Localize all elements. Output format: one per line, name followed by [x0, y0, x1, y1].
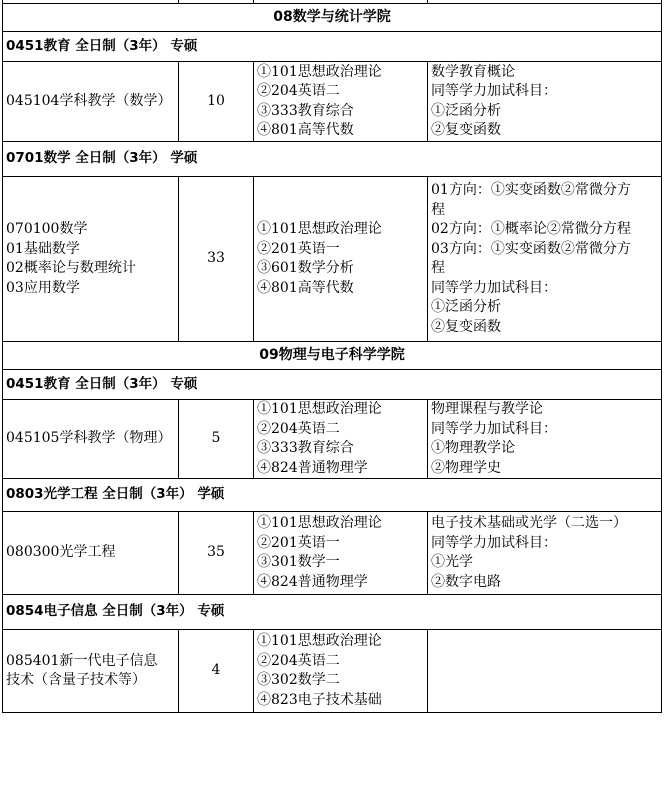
retest-subjects-cell-line: 物理课程与教学论 [431, 401, 543, 417]
retest-subjects-cell-line: 03方向：①实变函数②常微分方 [431, 240, 631, 257]
exam-subjects-cell-line: ②204英语二 [257, 420, 340, 437]
exam-subjects-cell [254, 177, 428, 342]
retest-subjects-cell-line: 电子技术基础或光学（二选一） [431, 515, 627, 531]
exam-subjects-cell-line: ④824普通物理学 [257, 459, 368, 476]
exam-subjects-cell-line: ③601数学分析 [257, 260, 354, 276]
exam-subjects-cell-line: ②201英语一 [257, 240, 340, 257]
exam-subjects-cell-line: ②204英语二 [257, 652, 340, 669]
major-header-row [3, 479, 662, 512]
major-header-row [3, 32, 662, 62]
exam-subjects-cell-line: ①101思想政治理论 [257, 401, 382, 417]
direction-cell-line: 045105学科教学（物理） [6, 430, 172, 447]
retest-subjects-cell-line: 02方向：①概率论②常微分方程 [431, 221, 631, 237]
exam-subjects-cell-line: ②201英语一 [257, 534, 340, 551]
retest-subjects-cell [428, 62, 662, 142]
direction-cell-line: 01基础数学 [6, 240, 80, 257]
enrollment-plan-cell: 10 [179, 62, 254, 142]
direction-cell-line: 080300光学工程 [6, 544, 116, 561]
retest-subjects-cell-line: ①泛函分析 [431, 102, 501, 119]
exam-subjects-cell-line: ③302数学二 [257, 672, 340, 688]
direction-cell-line: 02概率论与数理统计 [6, 260, 136, 276]
retest-subjects-cell-line: ②复变函数 [431, 318, 501, 335]
retest-subjects-cell [428, 177, 662, 342]
retest-subjects-cell-line: ①泛函分析 [431, 299, 501, 315]
exam-subjects-cell-line: ④801高等代数 [257, 279, 354, 296]
retest-subjects-cell-line: 01方向：①实变函数②常微分方 [431, 182, 631, 198]
major-header-row [3, 370, 662, 400]
direction-cell-line: 045104学科教学（数学） [6, 92, 172, 109]
exam-subjects-cell-line: ②204英语二 [257, 83, 340, 99]
enrollment-plan-cell: 33 [179, 177, 254, 342]
exam-subjects-cell-line: ①101思想政治理论 [257, 633, 382, 649]
direction-cell-line: 070100数学 [6, 221, 88, 237]
major-header: 0854电子信息 全日制（3年） 专硕 [3, 595, 662, 630]
retest-subjects-cell-line: ②数字电路 [431, 573, 501, 590]
major-header: 0451教育 全日制（3年） 专硕 [3, 370, 662, 400]
major-header: 0803光学工程 全日制（3年） 学硕 [3, 479, 662, 512]
exam-subjects-cell [254, 630, 428, 713]
major-header: 0701数学 全日制（3年） 学硕 [3, 142, 662, 177]
exam-subjects-cell-line: ③333教育综合 [257, 102, 354, 119]
admissions-table-body [3, 0, 662, 713]
college-title: 09物理与电子科学学院 [3, 342, 662, 370]
major-header-row [3, 142, 662, 177]
admissions-table [2, 0, 662, 713]
exam-subjects-cell-line: ④801高等代数 [257, 122, 354, 138]
direction-cell [3, 512, 179, 595]
exam-subjects-cell-line: ①101思想政治理论 [257, 63, 382, 80]
direction-cell-line: 03应用数学 [6, 279, 80, 296]
table-row [3, 512, 662, 595]
exam-subjects-cell [254, 512, 428, 595]
direction-cell [3, 400, 179, 479]
exam-subjects-cell-line: ③333教育综合 [257, 440, 354, 456]
direction-cell [3, 630, 179, 713]
retest-subjects-cell-line: 同等学力加试科目： [431, 534, 557, 551]
exam-subjects-cell-line: ④824普通物理学 [257, 573, 368, 590]
retest-subjects-cell [428, 512, 662, 595]
exam-subjects-cell-line: ④823电子技术基础 [257, 691, 382, 708]
college-row [3, 342, 662, 370]
retest-subjects-cell-line: ②物理学史 [431, 459, 501, 476]
retest-subjects-cell-line: ①光学 [431, 554, 473, 570]
retest-subjects-cell-line: 数学教育概论 [431, 63, 515, 80]
retest-subjects-cell-line: 同等学力加试科目： [431, 83, 557, 99]
enrollment-plan-cell: 35 [179, 512, 254, 595]
table-row [3, 62, 662, 142]
major-header-row [3, 595, 662, 630]
college-row [3, 4, 662, 32]
table-row [3, 630, 662, 713]
enrollment-plan-cell: 4 [179, 630, 254, 713]
direction-cell-line: 技术（含量子技术等） [6, 672, 146, 688]
direction-cell [3, 177, 179, 342]
retest-subjects-cell-line: 程 [431, 260, 445, 276]
retest-subjects-cell-line: 程 [431, 201, 445, 218]
retest-subjects-cell-line: 同等学力加试科目： [431, 420, 557, 437]
exam-subjects-cell-line: ③301数学一 [257, 554, 340, 570]
table-row [3, 400, 662, 479]
retest-subjects-cell [428, 400, 662, 479]
retest-subjects-cell-line: ①物理教学论 [431, 440, 515, 456]
direction-cell-line: 085401新一代电子信息 [6, 652, 158, 669]
exam-subjects-cell-line: ①101思想政治理论 [257, 221, 382, 237]
exam-subjects-cell-line: ①101思想政治理论 [257, 515, 382, 531]
college-title: 08数学与统计学院 [3, 4, 662, 32]
enrollment-plan-cell: 5 [179, 400, 254, 479]
retest-subjects-cell-line: 同等学力加试科目： [431, 279, 557, 296]
direction-cell [3, 62, 179, 142]
exam-subjects-cell [254, 400, 428, 479]
retest-subjects-cell [428, 630, 662, 713]
table-row [3, 177, 662, 342]
major-header: 0451教育 全日制（3年） 专硕 [3, 32, 662, 62]
exam-subjects-cell [254, 62, 428, 142]
retest-subjects-cell-line: ②复变函数 [431, 122, 501, 138]
